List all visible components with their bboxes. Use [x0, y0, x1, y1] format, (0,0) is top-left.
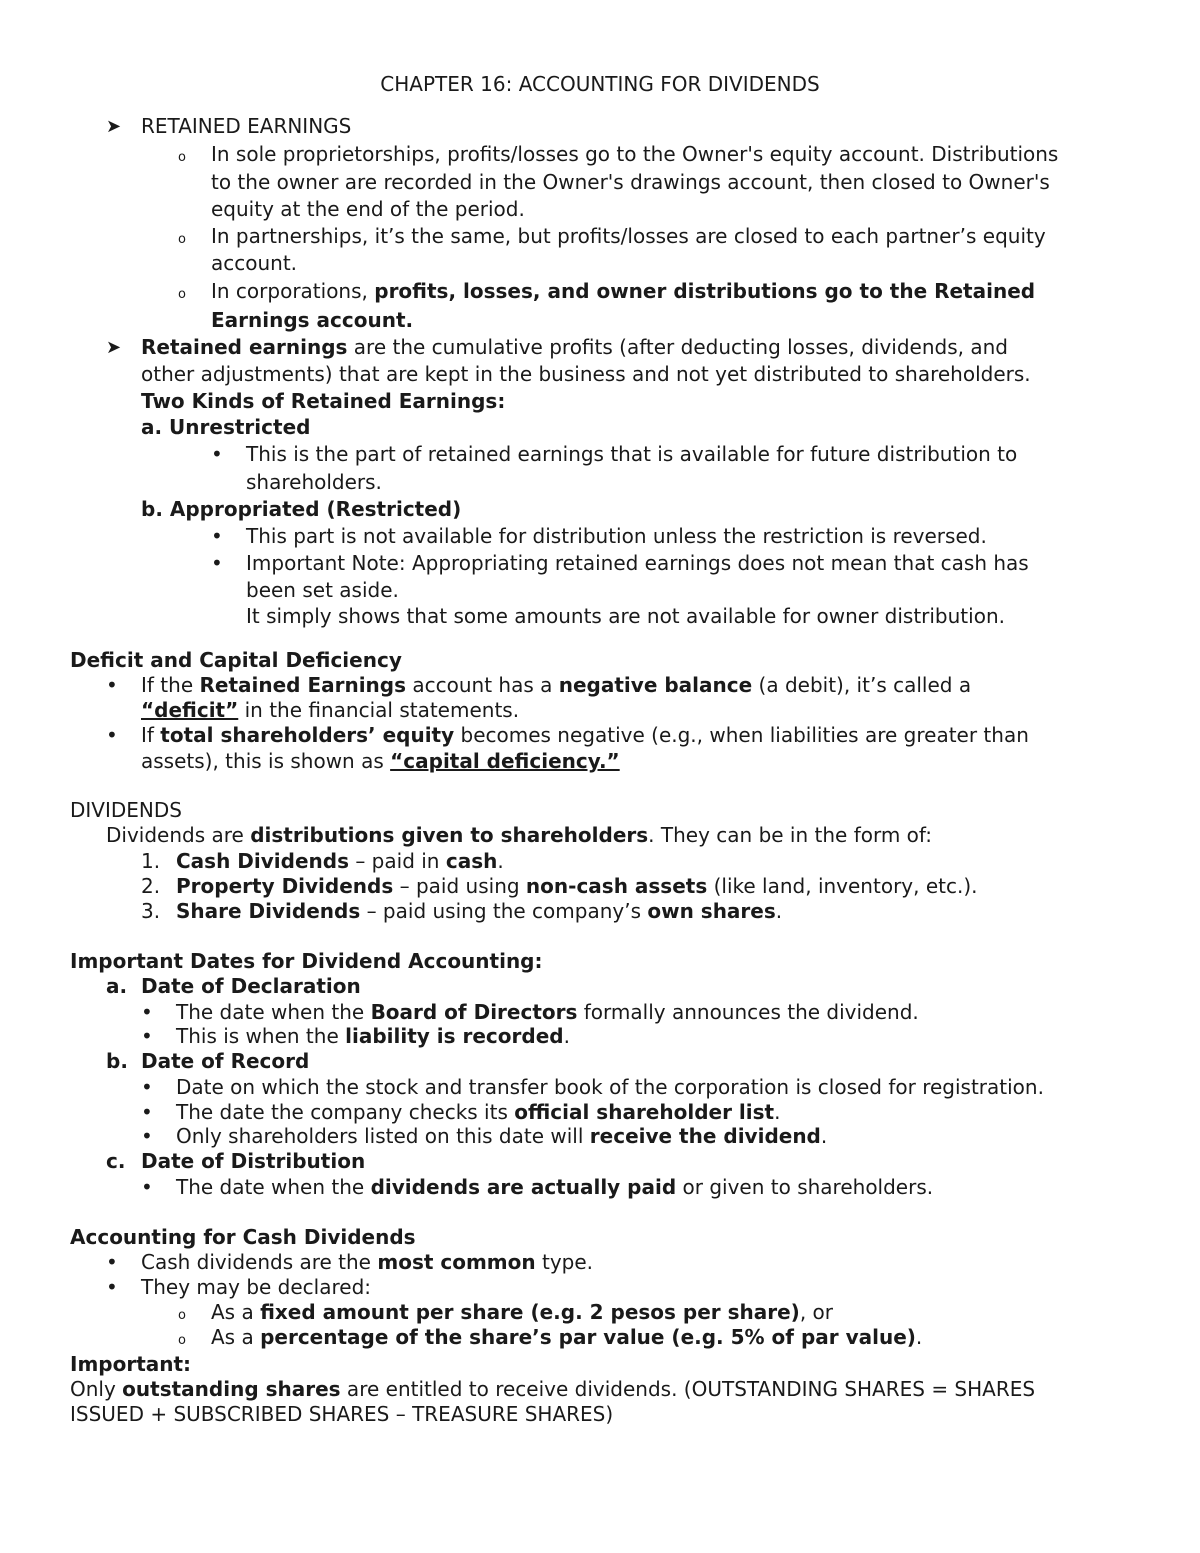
appropriated-note: It simply shows that some amounts are not available for owner distribution.	[246, 604, 1005, 628]
dividend-type-number: 2.	[141, 874, 161, 898]
bullet-icon: •	[211, 524, 223, 548]
dividend-type-number: 3.	[141, 899, 161, 923]
dividend-type-number: 1.	[141, 849, 161, 873]
appropriated-note: Important Note: Appropriating retained earnings does not mean that cash has	[246, 551, 1029, 575]
bullet-icon: •	[106, 1250, 118, 1274]
circle-bullet-icon: o	[178, 1308, 186, 1323]
bullet-icon: •	[141, 1124, 153, 1148]
bullet-icon: •	[141, 1000, 153, 1024]
declaration-detail: The date when the Board of Directors formally announces the dividend.	[176, 1000, 919, 1024]
deficit-heading: Deficit and Capital Deficiency	[70, 648, 402, 672]
dividend-type-item: Cash Dividends – paid in cash.	[176, 849, 504, 873]
dividends-intro: Dividends are distributions given to shareholders. They can be in the form of:	[106, 823, 932, 847]
arrow-bullet-icon: ➤	[106, 116, 122, 137]
date-of-record-heading: Date of Record	[141, 1049, 310, 1073]
bullet-icon: •	[106, 673, 118, 697]
dividend-type-item: Property Dividends – paid using non-cash assets (like land, inventory, etc.).	[176, 874, 978, 898]
circle-bullet-icon: o	[178, 150, 186, 165]
bullet-icon: •	[141, 1024, 153, 1048]
bullet-icon: •	[141, 1075, 153, 1099]
corporation-line: Earnings account.	[211, 308, 414, 332]
two-kinds-heading: Two Kinds of Retained Earnings:	[141, 389, 506, 413]
chapter-title: CHAPTER 16: ACCOUNTING FOR DIVIDENDS	[380, 72, 820, 96]
bullet-icon: •	[106, 723, 118, 747]
date-of-distribution-heading: Date of Distribution	[141, 1149, 366, 1173]
capital-deficiency-line: assets), this is shown as “capital deficiency.”	[141, 749, 620, 773]
retained-earnings-definition: other adjustments) that are kept in the business and not yet distributed to shareholders.	[141, 362, 1031, 386]
declaration-detail: This is when the liability is recorded.	[176, 1024, 570, 1048]
bullet-icon: •	[211, 442, 223, 466]
retained-earnings-heading: RETAINED EARNINGS	[141, 114, 352, 138]
cash-dividend-detail: They may be declared:	[141, 1275, 372, 1299]
appropriated-text: This part is not available for distribution unless the restriction is reversed.	[246, 524, 987, 548]
outstanding-shares-note: ISSUED + SUBSCRIBED SHARES – TREASURE SHARES)	[70, 1402, 614, 1426]
bullet-icon: •	[141, 1175, 153, 1199]
important-label: Important:	[70, 1352, 192, 1376]
dividends-heading: DIVIDENDS	[70, 798, 182, 822]
cash-dividends-heading: Accounting for Cash Dividends	[70, 1225, 416, 1249]
declaration-method: As a percentage of the share’s par value (e.g. 5% of par value).	[211, 1325, 923, 1349]
corporation-line: In corporations, profits, losses, and owner distributions go to the Retained	[211, 279, 1036, 303]
appropriated-note: been set aside.	[246, 578, 399, 602]
record-detail: Date on which the stock and transfer book of the corporation is closed for registration.	[176, 1075, 1044, 1099]
unrestricted-heading: a. Unrestricted	[141, 415, 311, 439]
bullet-icon: •	[211, 551, 223, 575]
partnership-line: account.	[211, 251, 298, 275]
circle-bullet-icon: o	[178, 287, 186, 302]
date-of-declaration-heading: Date of Declaration	[141, 974, 361, 998]
outstanding-shares-note: Only outstanding shares are entitled to receive dividends. (OUTSTANDING SHARES = SHARES	[70, 1377, 1036, 1401]
capital-deficiency-line: If total shareholders’ equity becomes negative (e.g., when liabilities are greater than	[141, 723, 1029, 747]
unrestricted-text: This is the part of retained earnings that is available for future distribution to	[246, 442, 1018, 466]
partnership-line: In partnerships, it’s the same, but profits/losses are closed to each partner’s equity	[211, 224, 1046, 248]
circle-bullet-icon: o	[178, 1333, 186, 1348]
cash-dividend-detail: Cash dividends are the most common type.	[141, 1250, 594, 1274]
important-dates-heading: Important Dates for Dividend Accounting:	[70, 949, 543, 973]
retained-earnings-definition: Retained earnings are the cumulative profits (after deducting losses, dividends, and	[141, 335, 1008, 359]
circle-bullet-icon: o	[178, 232, 186, 247]
date-label: a.	[106, 974, 128, 998]
distribution-detail: The date when the dividends are actually paid or given to shareholders.	[176, 1175, 934, 1199]
sole-proprietorship-line: to the owner are recorded in the Owner's drawings account, then closed to Owner's	[211, 170, 1050, 194]
date-label: b.	[106, 1049, 128, 1073]
appropriated-heading: b. Appropriated (Restricted)	[141, 497, 462, 521]
record-detail: The date the company checks its official shareholder list.	[176, 1100, 781, 1124]
sole-proprietorship-line: In sole proprietorships, profits/losses go to the Owner's equity account. Distributions	[211, 142, 1059, 166]
bullet-icon: •	[141, 1100, 153, 1124]
deficit-line: “deficit” in the financial statements.	[141, 698, 520, 722]
date-label: c.	[106, 1149, 126, 1173]
record-detail: Only shareholders listed on this date will receive the dividend.	[176, 1124, 828, 1148]
declaration-method: As a fixed amount per share (e.g. 2 pesos per share), or	[211, 1300, 834, 1324]
bullet-icon: •	[106, 1275, 118, 1299]
deficit-line: If the Retained Earnings account has a negative balance (a debit), it’s called a	[141, 673, 972, 697]
arrow-bullet-icon: ➤	[106, 337, 122, 358]
sole-proprietorship-line: equity at the end of the period.	[211, 197, 525, 221]
unrestricted-text: shareholders.	[246, 470, 382, 494]
dividend-type-item: Share Dividends – paid using the company’s own shares.	[176, 899, 783, 923]
